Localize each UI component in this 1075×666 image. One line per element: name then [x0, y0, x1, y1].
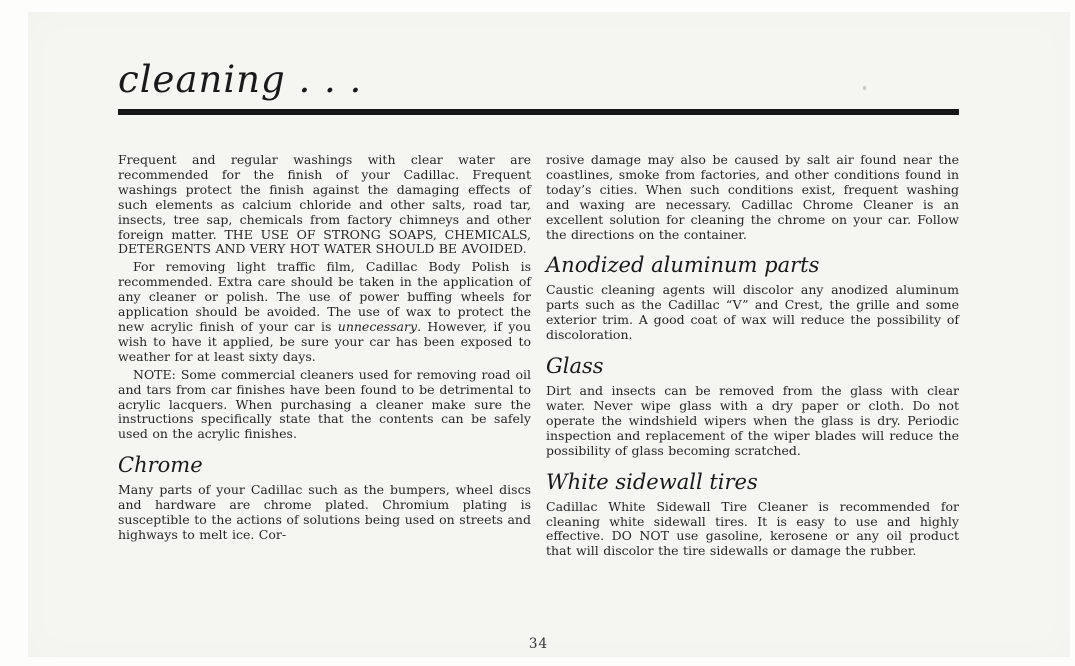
page-content: [118, 58, 959, 652]
heading-chrome: Chrome: [118, 453, 203, 478]
paragraph-anodized: Caustic cleaning agents will discolor any anodized aluminum parts such as the Cadillac “V” and Crest, the grille and some exterior trim. A good coat of wax will reduce the possibility of discoloration.: [546, 282, 959, 343]
paragraph-polish: [118, 260, 531, 364]
paragraph-glass: Dirt and insects can be removed from the glass with clear water. Never wipe glass with a dry paper or cloth. Do not operate the windshield wipers when the glass is dry. Periodic inspection and replacement of the wiper blades will reduce the possibility of glass becoming scratched.: [546, 383, 959, 458]
paragraph-tires: Cadillac White Sidewall Tire Cleaner is recommended for cleaning white sidewall tires. It is easy to use and highly effective. DO NOT use gasoline, kerosene or any oil product that will discolor the tire sidewalls or damage the rubber.: [546, 498, 959, 559]
two-column-layout: [118, 153, 959, 562]
paragraph-note: NOTE: Some commercial cleaners used for removing road oil and tars from car finishes have been found to be detrimental to acrylic lacquers. When purchasing a cleaner make sure the instructions specifically state that the contents can be safely used on the acrylic finishes.: [118, 366, 531, 442]
left-column: [118, 153, 531, 562]
right-column: [546, 153, 959, 562]
heading-anodized-aluminum-parts: Anodized aluminum parts: [546, 253, 820, 278]
paragraph-corrosive: rosive damage may also be caused by salt air found near the coastlines, smoke from factories, and other conditions found in today’s cities. When such conditions exist, frequent washing and waxing are necessary. Cadillac Chrome Cleaner is an excellent solution for cleaning the chrome on your car. Follow the directions on the container.: [546, 152, 959, 242]
page-number: 34: [528, 636, 549, 652]
paragraph-chrome: Many parts of your Cadillac such as the bumpers, wheel discs and hardware are chrome plated. Chromium plating is susceptible to the actions of solutions being used on streets and highways to melt ice. Cor-: [118, 482, 531, 542]
heading-glass: Glass: [546, 354, 604, 379]
paragraph-polish-pre: For removing light traffic film, Cadillac Body Polish is recommended. Extra care should be taken in the application of any cleaner or polish. The use of power buffing wheels for application should be avoided. The use of wax to protect the new acrylic finish of your car is: [118, 259, 531, 334]
paragraph-polish-italic-word: unnecessary: [337, 318, 418, 334]
title-rule: [118, 109, 959, 115]
paragraph-polish-post: . However, if you wish to have it applied, be sure your car has been exposed to weather for at least sixty days.: [118, 318, 532, 364]
heading-white-sidewall-tires: White sidewall tires: [546, 469, 758, 494]
page-title: cleaning . . .: [118, 58, 363, 101]
paragraph-washing: Frequent and regular washings with clear water are recommended for the finish of your Cadillac. Frequent washings protect the finish against the damaging effects of such elements as calcium chloride and other salts, road tar, insects, tree sap, chemicals from factory chimneys and other foreign matter. THE USE OF STRONG SOAPS, CHEMICALS, DETERGENTS AND VERY HOT WATER SHOULD BE AVOIDED.: [118, 152, 531, 257]
